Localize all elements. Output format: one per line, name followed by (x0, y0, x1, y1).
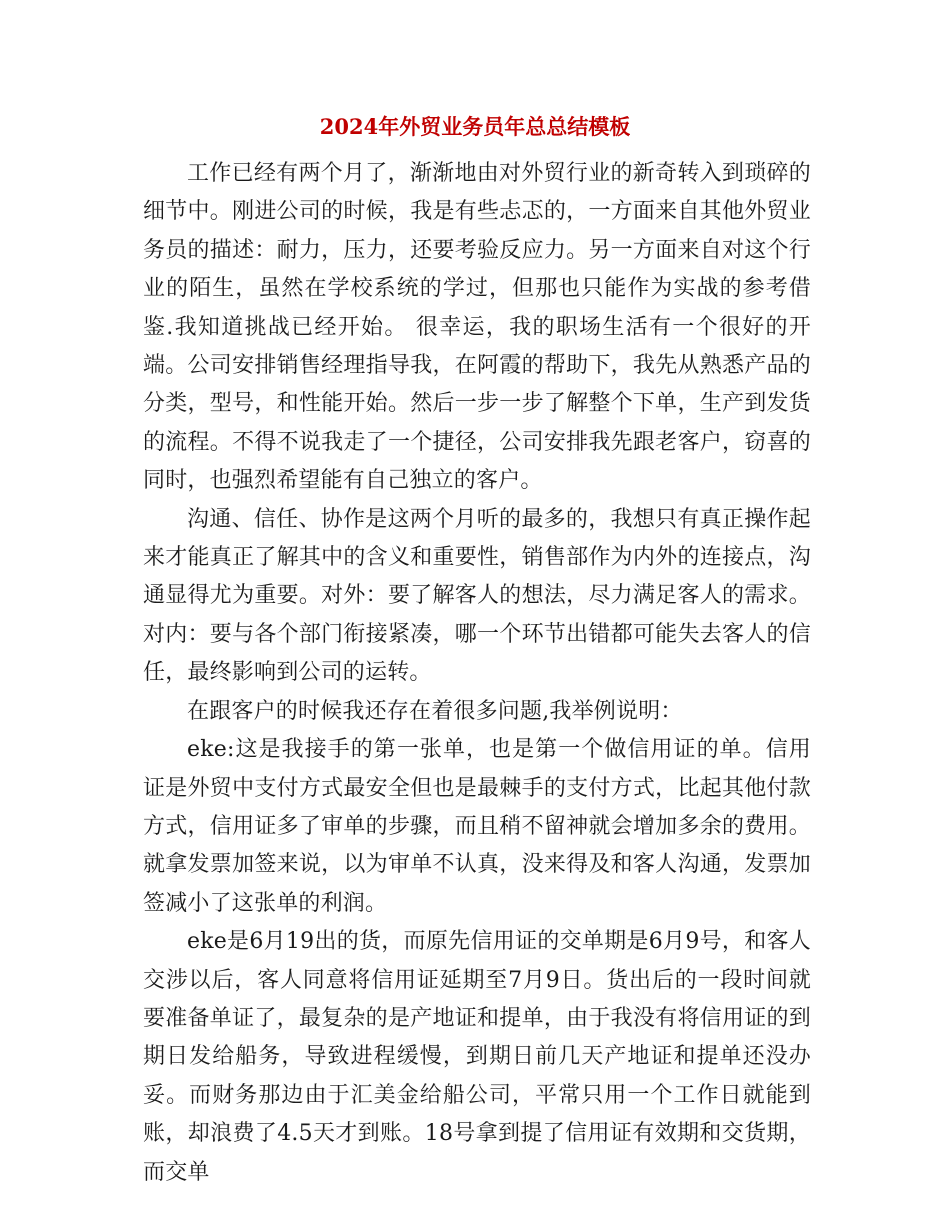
document-title: 2024年外贸业务员年总总结模板 (319, 114, 631, 139)
paragraph-4: eke:这是我接手的第一张单，也是第一个做信用证的单。信用证是外贸中支付方式最安全但也是最棘手的支付方式，比起其他付款方式，信用证多了审单的步骤，而且稍不留神就会增加多余的费用。就拿发票加签来说，以为审单不认真，没来得及和客人沟通，发票加签减小了这张单的利润。 (143, 737, 811, 916)
document-body (143, 155, 811, 1192)
paragraph-2: 沟通、信任、协作是这两个月听的最多的，我想只有真正操作起来才能真正了解其中的含义和重要性，销售部作为内外的连接点，沟通显得尤为重要。对外：要了解客人的想法，尽力满足客人的需求。对内：要与各个部门衔接紧凑，哪一个环节出错都可能失去客人的信任，最终影响到公司的运转。 (143, 506, 811, 686)
paragraph-5: eke是6月19出的货，而原先信用证的交单期是6月9号，和客人交涉以后，客人同意将信用证延期至7月9日。货出后的一段时间就要准备单证了，最复杂的是产地证和提单，由于我没有将信用证的到期日发给船务，导致进程缓慢，到期日前几天产地证和提单还没办妥。而财务那边由于汇美金给船公司，平常只用一个工作日就能到账，却浪费了4.5天才到账。18号拿到提了信用证有效期和交货期，而交单 (143, 929, 811, 1185)
paragraph-1: 工作已经有两个月了，渐渐地由对外贸行业的新奇转入到琐碎的细节中。刚进公司的时候，我是有些忐忑的，一方面来自其他外贸业务员的描述：耐力，压力，还要考验反应力。另一方面来自对这个行业的陌生，虽然在学校系统的学过，但那也只能作为实战的参考借鉴.我知道挑战已经开始。 很幸运，我的职场生活有一个很好的开端。公司安排销售经理指导我，在阿霞的帮助下，我先从熟悉产品的分类，型号，和性能开始。然后一步一步了解整个下单，生产到发货的流程。不得不说我走了一个捷径，公司安排我先跟老客户，窃喜的同时，也强烈希望能有自己独立的客户。 (143, 161, 811, 494)
paragraph-3: 在跟客户的时候我还存在着很多问题,我举例说明： (187, 698, 683, 724)
